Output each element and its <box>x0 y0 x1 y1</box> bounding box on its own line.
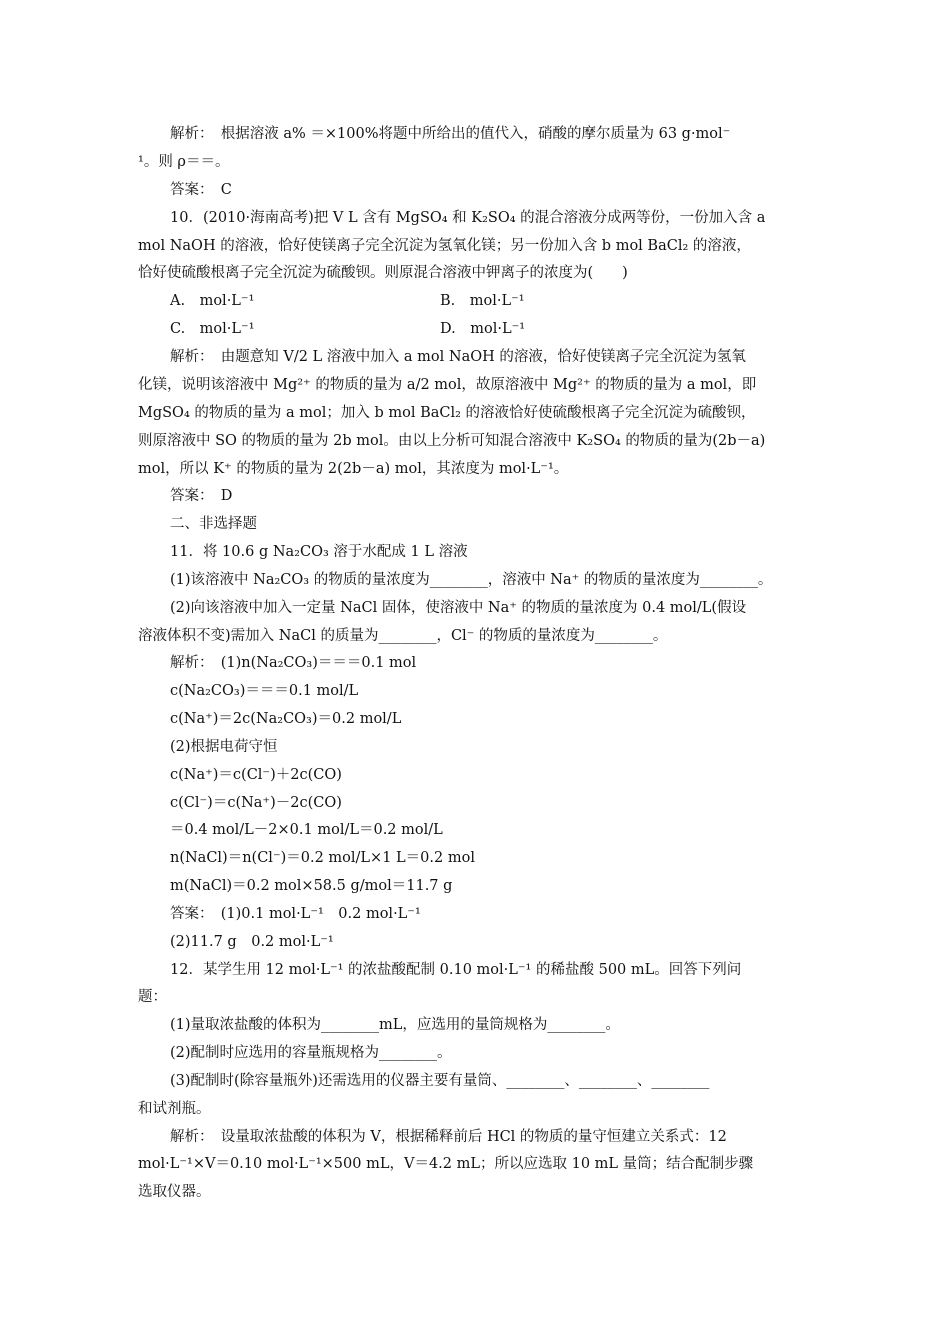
analysis-11-line-6: c(Cl⁻)＝c(Na⁺)－2c(CO) <box>170 795 342 811</box>
answer-11-line-2: (2)11.7 g 0.2 mol·L⁻¹ <box>170 934 334 950</box>
analysis-9-line-1: 解析： 根据溶液 a% ＝×100%将题中所给出的值代入，硝酸的摩尔质量为 63 g·mol⁻ <box>170 126 731 142</box>
question-11-part-2-line-1: (2)向该溶液中加入一定量 NaCl 固体，使溶液中 Na⁺ 的物质的量浓度为 0.4 mol/L(假设 <box>170 600 747 616</box>
option-b: B. mol·L⁻¹ <box>440 293 525 309</box>
options-row-ab <box>170 291 820 311</box>
question-10-line-1: 10．(2010·海南高考)把 V L 含有 MgSO₄ 和 K₂SO₄ 的混合溶液分成两等份，一份加入含 a <box>170 210 766 226</box>
analysis-11-line-3: c(Na⁺)＝2c(Na₂CO₃)＝0.2 mol/L <box>170 711 402 727</box>
question-11-part-1: (1)该溶液中 Na₂CO₃ 的物质的量浓度为________，溶液中 Na⁺ 的物质的量浓度为________。 <box>170 572 773 588</box>
analysis-11-line-2: c(Na₂CO₃)＝＝＝0.1 mol/L <box>170 683 359 699</box>
analysis-12-line-2: mol·L⁻¹×V＝0.10 mol·L⁻¹×500 mL，V＝4.2 mL；所以应选取 10 mL 量筒；结合配制步骤 <box>138 1156 754 1172</box>
answer-9: 答案： C <box>170 182 232 198</box>
analysis-11-line-5: c(Na⁺)＝c(Cl⁻)＋2c(CO) <box>170 767 342 783</box>
analysis-11-line-7: ＝0.4 mol/L－2×0.1 mol/L＝0.2 mol/L <box>170 822 443 838</box>
question-12-part-1: (1)量取浓盐酸的体积为________mL，应选用的量筒规格为________。 <box>170 1017 620 1033</box>
answer-10: 答案： D <box>170 488 233 504</box>
section-heading: 二、非选择题 <box>170 516 257 532</box>
question-11-part-2-line-2: 溶液体积不变)需加入 NaCl 的质量为________，Cl⁻ 的物质的量浓度为________。 <box>138 628 668 644</box>
analysis-10-line-5: mol，所以 K⁺ 的物质的量为 2(2b－a) mol，其浓度为 mol·L⁻¹。 <box>138 461 569 477</box>
analysis-12-line-3: 选取仪器。 <box>138 1184 211 1200</box>
option-d: D. mol·L⁻¹ <box>440 321 526 337</box>
analysis-10-line-4: 则原溶液中 SO 的物质的量为 2b mol。由以上分析可知混合溶液中 K₂SO₄ 的物质的量为(2b－a) <box>138 433 766 449</box>
question-10-line-2: mol NaOH 的溶液，恰好使镁离子完全沉淀为氢氧化镁；另一份加入含 b mol BaCl₂ 的溶液， <box>138 238 751 254</box>
analysis-11-line-8: n(NaCl)＝n(Cl⁻)＝0.2 mol/L×1 L＝0.2 mol <box>170 850 475 866</box>
analysis-12-line-1: 解析： 设量取浓盐酸的体积为 V，根据稀释前后 HCl 的物质的量守恒建立关系式：12 <box>170 1129 727 1145</box>
question-12-part-3-line-2: 和试剂瓶。 <box>138 1101 211 1117</box>
analysis-10-line-2: 化镁，说明该溶液中 Mg²⁺ 的物质的量为 a/2 mol，故原溶液中 Mg²⁺ 的物质的量为 a mol，即 <box>138 377 757 393</box>
analysis-11-line-4: (2)根据电荷守恒 <box>170 739 278 755</box>
option-c: C. mol·L⁻¹ <box>170 321 255 337</box>
analysis-10-line-1: 解析： 由题意知 V/2 L 溶液中加入 a mol NaOH 的溶液，恰好使镁离子完全沉淀为氢氧 <box>170 349 746 365</box>
question-11: 11．将 10.6 g Na₂CO₃ 溶于水配成 1 L 溶液 <box>170 544 468 560</box>
analysis-11-line-9: m(NaCl)＝0.2 mol×58.5 g/mol＝11.7 g <box>170 878 453 894</box>
question-12-part-3-line-1: (3)配制时(除容量瓶外)还需选用的仪器主要有量筒、________、________、________ <box>170 1073 710 1089</box>
analysis-10-line-3: MgSO₄ 的物质的量为 a mol；加入 b mol BaCl₂ 的溶液恰好使硫酸根离子完全沉淀为硫酸钡， <box>138 405 756 421</box>
question-12-part-2: (2)配制时应选用的容量瓶规格为________。 <box>170 1045 452 1061</box>
option-a: A. mol·L⁻¹ <box>170 293 255 309</box>
question-12-line-2: 题： <box>138 989 167 1005</box>
analysis-9-line-2: ¹。则 ρ＝＝。 <box>138 154 230 170</box>
options-row-cd <box>170 319 820 339</box>
analysis-11-line-1: 解析： (1)n(Na₂CO₃)＝＝＝0.1 mol <box>170 655 417 671</box>
answer-11-line-1: 答案： (1)0.1 mol·L⁻¹ 0.2 mol·L⁻¹ <box>170 906 421 922</box>
question-12-line-1: 12．某学生用 12 mol·L⁻¹ 的浓盐酸配制 0.10 mol·L⁻¹ 的稀盐酸 500 mL。回答下列问 <box>170 962 742 978</box>
question-10-line-3: 恰好使硫酸根离子完全沉淀为硫酸钡。则原混合溶液中钾离子的浓度为( ) <box>138 265 628 281</box>
